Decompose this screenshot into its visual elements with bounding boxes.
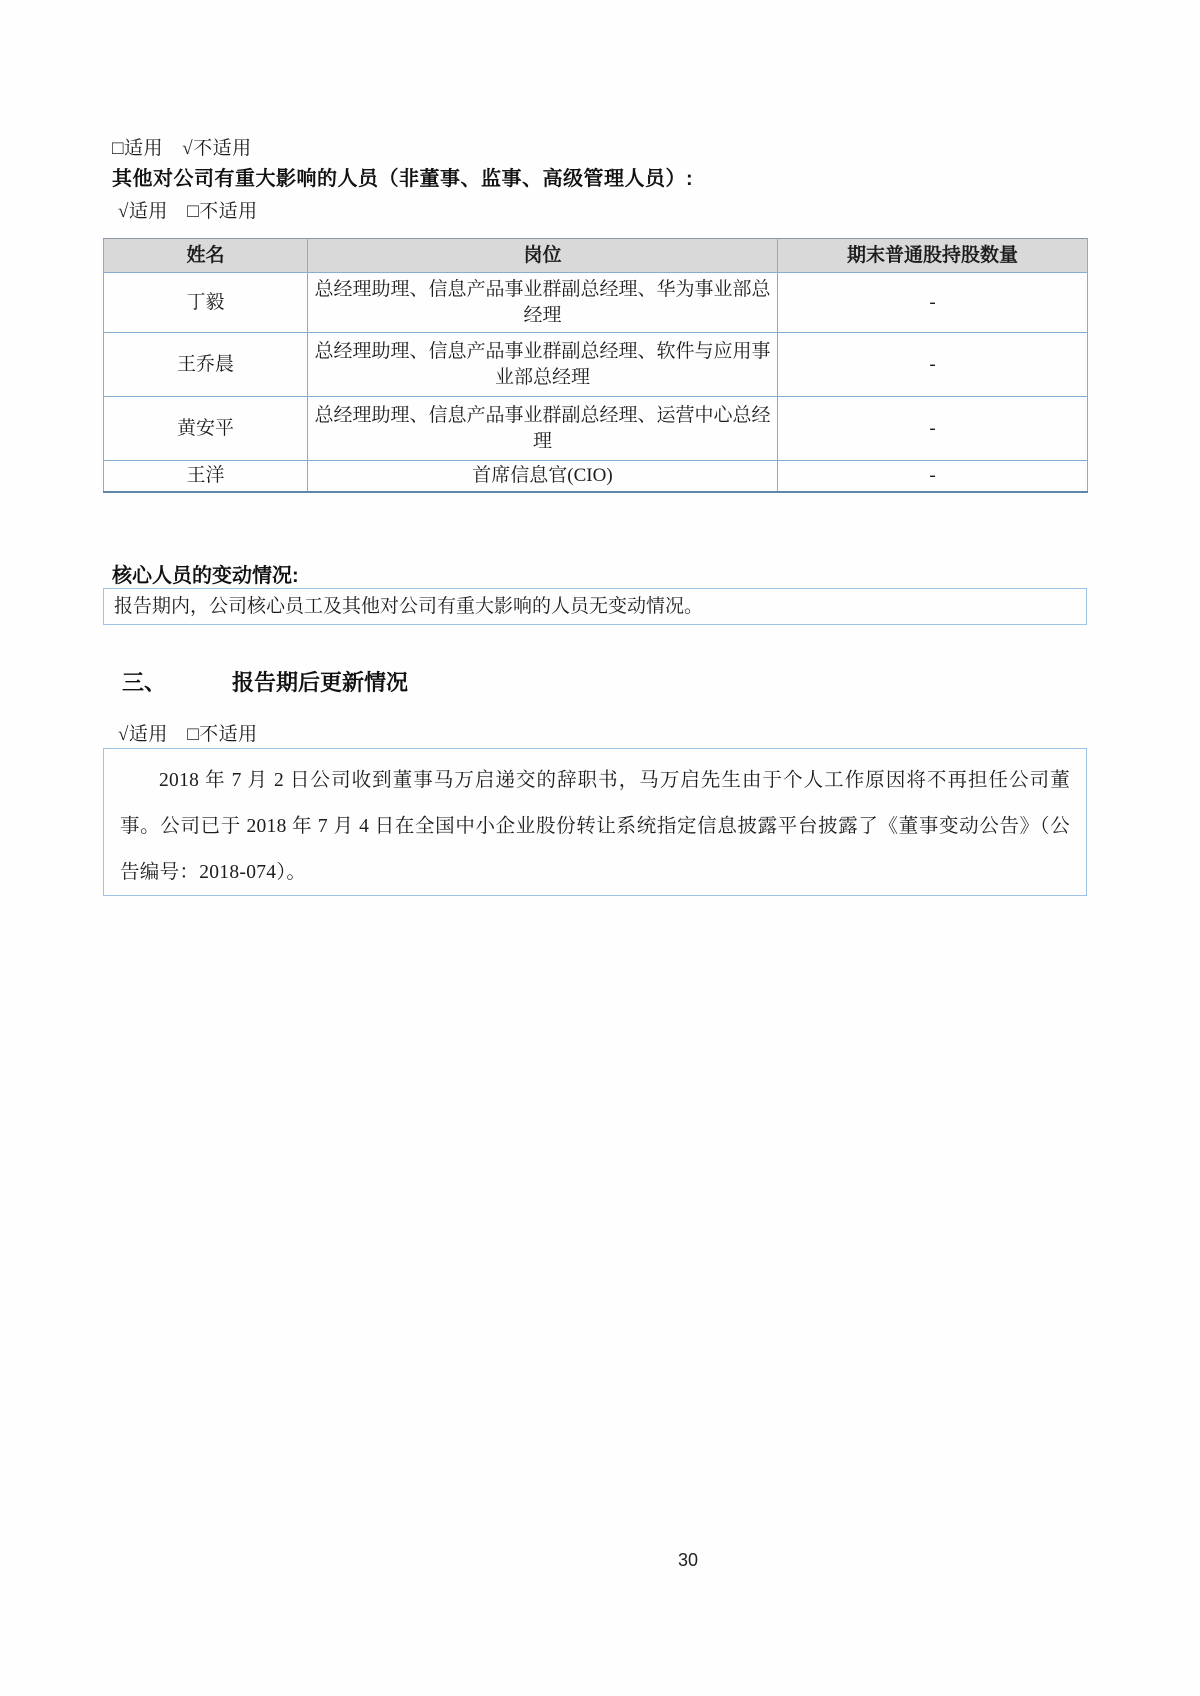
cell-shares: - — [778, 333, 1088, 397]
header-shares: 期末普通股持股数量 — [778, 239, 1088, 273]
cell-shares: - — [778, 273, 1088, 333]
cell-position: 总经理助理、信息产品事业群副总经理、华为事业部总经理 — [308, 273, 778, 333]
cell-position: 总经理助理、信息产品事业群副总经理、运营中心总经理 — [308, 397, 778, 461]
page-number: 30 — [677, 1550, 699, 1570]
cell-position: 总经理助理、信息产品事业群副总经理、软件与应用事业部总经理 — [308, 333, 778, 397]
checkbox-unchecked-applicable: □适用 — [112, 138, 163, 159]
applicability-line-section3 — [118, 719, 258, 746]
personnel-table — [103, 238, 1088, 493]
checkbox-checked-applicable: √适用 — [118, 201, 168, 222]
checkbox-unchecked-not-applicable: □不适用 — [187, 724, 258, 745]
table-row — [104, 273, 1088, 333]
section-title: 报告期后更新情况 — [232, 670, 409, 695]
post-period-update-box — [103, 748, 1087, 896]
cell-name: 王洋 — [104, 461, 308, 493]
checkbox-checked-not-applicable: √不适用 — [182, 138, 252, 159]
cell-position: 首席信息官(CIO) — [308, 461, 778, 493]
cell-shares: - — [778, 397, 1088, 461]
section-3-heading — [122, 666, 408, 697]
core-personnel-content-box: 报告期内，公司核心员工及其他对公司有重大影响的人员无变动情况。 — [103, 588, 1087, 625]
cell-shares: - — [778, 461, 1088, 493]
applicability-line-top — [112, 133, 252, 160]
cell-name: 黄安平 — [104, 397, 308, 461]
header-position: 岗位 — [308, 239, 778, 273]
table-header-row — [104, 239, 1088, 273]
table-row — [104, 333, 1088, 397]
applicability-line-table — [118, 196, 258, 223]
checkbox-unchecked-not-applicable: □不适用 — [187, 201, 258, 222]
table-row — [104, 461, 1088, 493]
header-name: 姓名 — [104, 239, 308, 273]
checkbox-checked-applicable: √适用 — [118, 724, 168, 745]
other-personnel-heading: 其他对公司有重大影响的人员（非董事、监事、高级管理人员）: — [112, 168, 694, 190]
post-period-update-paragraph: 2018 年 7 月 2 日公司收到董事马万启递交的辞职书，马万启先生由于个人工作原因将不再担任公司董事。公司已于 2018 年 7 月 4 日在全国中小企业股份转让系统指定信息披露平台披露了《董事变动公告》（公告编号：2018-074）。 — [120, 770, 1070, 883]
section-number: 三、 — [122, 670, 167, 695]
table-row — [104, 397, 1088, 461]
cell-name: 丁毅 — [104, 273, 308, 333]
core-personnel-heading: 核心人员的变动情况: — [112, 565, 299, 587]
cell-name: 王乔晨 — [104, 333, 308, 397]
